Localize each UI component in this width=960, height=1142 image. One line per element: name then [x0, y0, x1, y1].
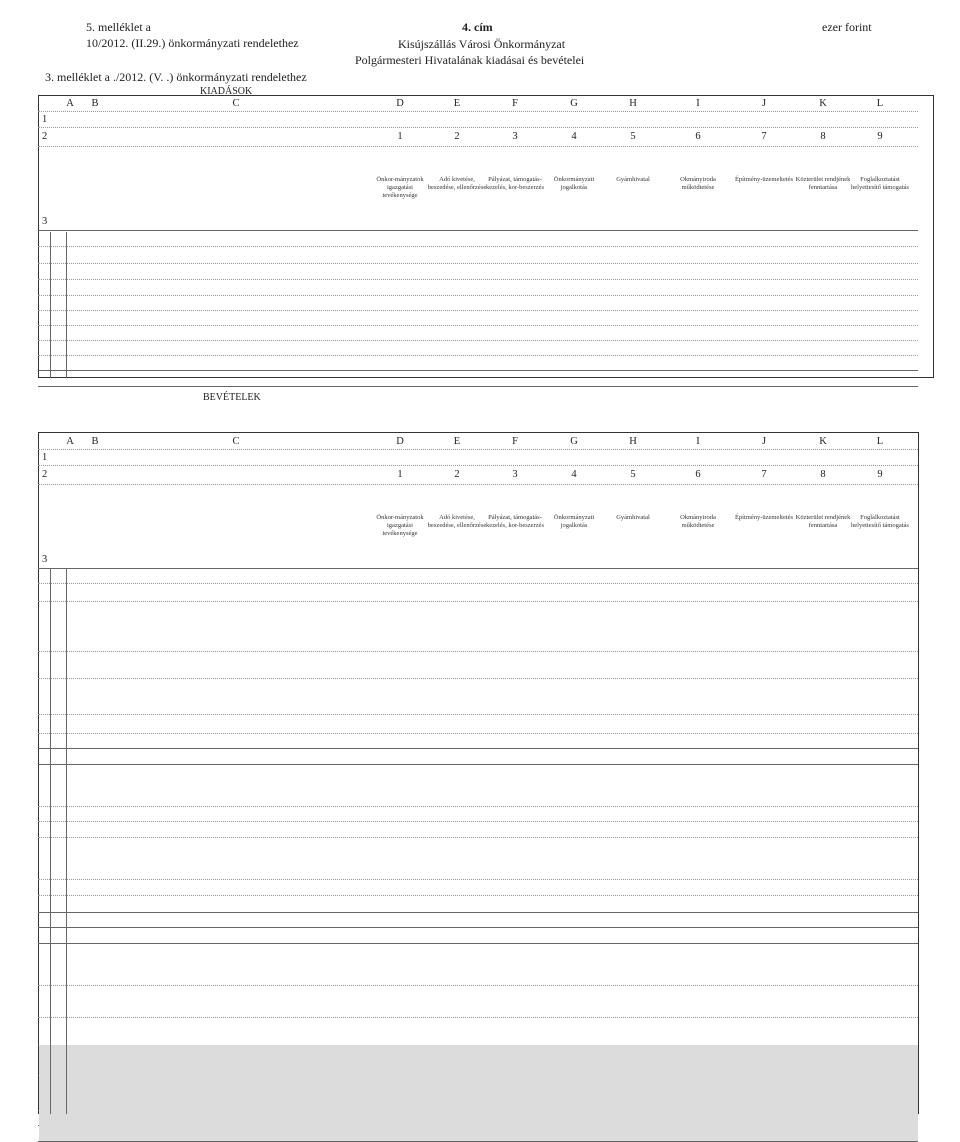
kiadasok-col-header: Foglalkoztatást helyettesítő támogatás — [851, 176, 909, 191]
kiadasok-divider — [38, 146, 918, 147]
kiadasok-col-header: Önkor-mányzatok igazgatási tevékenysége — [376, 176, 424, 199]
kiadasok-col-letter: G — [570, 98, 578, 109]
bevetelek-col-header: Pályázat, támogatás-kezelés, kor-beszerzés — [486, 514, 544, 529]
row-divider — [38, 748, 918, 749]
row-divider — [38, 601, 918, 602]
row-divider — [38, 927, 918, 928]
bevetelek-col-num: 1 — [397, 469, 403, 480]
row-shade — [39, 1125, 918, 1141]
row-divider — [38, 764, 918, 765]
bevetelek-col-num: 6 — [695, 469, 701, 480]
bevetelek-col-num: 8 — [820, 469, 826, 480]
header-left-3: 3. melléklet a ./2012. (V. .) önkormányzati rendelethez — [45, 70, 307, 84]
bevetelek-col-num: 2 — [454, 469, 460, 480]
row-divider — [38, 879, 918, 880]
bevetelek-col-header: Okmányiroda működtetése — [680, 514, 716, 529]
bevetelek-rownum: 1 — [42, 452, 48, 463]
bevetelek-col-header: Adó kivetése, beszedése, ellenőrzése — [427, 514, 487, 529]
bevetelek-col-num: 7 — [761, 469, 767, 480]
bevetelek-col-num: 3 — [512, 469, 518, 480]
row-shade — [39, 1110, 918, 1125]
bevetelek-col-header: Önkor-mányzatok igazgatási tevékenysége — [376, 514, 424, 537]
bevetelek-col-num: 4 — [571, 469, 577, 480]
row-divider — [38, 714, 918, 715]
bevetelek-table — [38, 432, 919, 1114]
row-divider — [38, 943, 918, 944]
bevetelek-col-letter: C — [232, 436, 240, 447]
row-divider — [38, 355, 918, 356]
header-title-cim: 4. cím — [462, 20, 493, 34]
kiadasok-col-letter: K — [819, 98, 827, 109]
row-divider — [38, 295, 918, 296]
row-divider — [38, 895, 918, 896]
row-divider — [38, 651, 918, 652]
row-divider — [38, 912, 918, 913]
row-divider — [38, 279, 918, 280]
kiadasok-divider — [38, 111, 918, 112]
bevetelek-divider — [38, 568, 918, 569]
row-divider — [38, 310, 918, 311]
row-divider — [38, 246, 918, 247]
kiadasok-rownum: 3 — [42, 216, 48, 227]
kiadasok-col-num: 8 — [820, 131, 826, 142]
bevetelek-col-num: 5 — [630, 469, 636, 480]
row-divider — [38, 583, 918, 584]
bevetelek-rownum: 3 — [42, 554, 48, 565]
bevetelek-col-letter: B — [91, 436, 99, 447]
kiadasok-col-num: 5 — [630, 131, 636, 142]
bevetelek-col-header: Gyámhivatal — [616, 514, 650, 521]
bevetelek-col-letter: L — [876, 436, 884, 447]
kiadasok-col-num: 1 — [397, 131, 403, 142]
header-unit: ezer forint — [822, 20, 872, 34]
bevetelek-col-header: Építmény-üzemeltetés — [734, 514, 794, 521]
column-divider — [66, 569, 67, 1114]
kiadasok-col-letter: J — [761, 98, 767, 109]
bevetelek-divider — [38, 465, 918, 466]
row-divider — [38, 1017, 918, 1018]
row-divider — [38, 821, 918, 822]
kiadasok-col-header: Pályázat, támogatás-kezelés, kor-beszerzés — [486, 176, 544, 191]
bevetelek-col-header: Önkormányzati jogalkotás — [553, 514, 595, 529]
header-left-2: 10/2012. (II.29.) önkormányzati rendelethez — [86, 36, 299, 50]
kiadasok-col-num: 3 — [512, 131, 518, 142]
kiadasok-col-letter: H — [629, 98, 637, 109]
bevetelek-col-letter: K — [819, 436, 827, 447]
kiadasok-col-header: Adó kivetése, beszedése, ellenőrzése — [427, 176, 487, 191]
kiadasok-col-letter: C — [232, 98, 240, 109]
bevetelek-col-letter: D — [396, 436, 404, 447]
kiadasok-rownum: 1 — [42, 114, 48, 125]
column-divider — [50, 232, 51, 378]
row-divider — [38, 837, 918, 838]
kiadasok-col-letter: E — [453, 98, 461, 109]
bevetelek-col-letter: H — [629, 436, 637, 447]
row-divider — [38, 733, 918, 734]
kiadasok-col-letter: B — [91, 98, 99, 109]
kiadasok-rownum: 2 — [42, 131, 48, 142]
row-divider — [38, 263, 918, 264]
kiadasok-col-num: 6 — [695, 131, 701, 142]
section-title-kiadasok: KIADÁSOK — [200, 86, 253, 97]
bevetelek-col-letter: G — [570, 436, 578, 447]
row-divider — [38, 386, 918, 387]
row-divider — [38, 678, 918, 679]
kiadasok-col-header: Építmény-üzemeltetés — [734, 176, 794, 183]
kiadasok-col-header: Közterület rendjének fenntartása — [795, 176, 851, 191]
column-divider — [50, 569, 51, 1114]
bevetelek-col-header: Közterület rendjének fenntartása — [795, 514, 851, 529]
row-shade — [39, 1045, 918, 1075]
bevetelek-col-num: 9 — [877, 469, 883, 480]
row-divider — [38, 325, 918, 326]
column-divider — [66, 232, 67, 378]
row-divider — [38, 370, 918, 371]
kiadasok-table — [38, 95, 934, 378]
kiadasok-col-header: Okmányiroda működtetése — [680, 176, 716, 191]
kiadasok-col-num: 9 — [877, 131, 883, 142]
header-title-org: Kisújszállás Városi Önkormányzat — [398, 37, 566, 51]
kiadasok-col-letter: A — [66, 98, 74, 109]
bevetelek-col-letter: A — [66, 436, 74, 447]
row-shade — [39, 1075, 918, 1110]
row-divider — [38, 806, 918, 807]
bevetelek-col-letter: E — [453, 436, 461, 447]
kiadasok-col-letter: I — [696, 98, 700, 109]
bevetelek-col-header: Foglalkoztatást helyettesítő támogatás — [851, 514, 909, 529]
bevetelek-col-letter: I — [696, 436, 700, 447]
header-left-1: 5. melléklet a — [86, 20, 151, 34]
kiadasok-col-header: Gyámhivatal — [616, 176, 650, 183]
bevetelek-col-letter: J — [761, 436, 767, 447]
kiadasok-divider — [38, 230, 918, 231]
bevetelek-rownum: 2 — [42, 469, 48, 480]
header-title-sub: Polgármesteri Hivatalának kiadásai és bevételei — [355, 53, 585, 67]
bevetelek-divider — [38, 484, 918, 485]
kiadasok-col-letter: L — [876, 98, 884, 109]
bevetelek-col-letter: F — [512, 436, 518, 447]
kiadasok-col-letter: D — [396, 98, 404, 109]
kiadasok-col-num: 4 — [571, 131, 577, 142]
section-title-bevetelek: BEVÉTELEK — [203, 392, 261, 403]
kiadasok-col-header: Önkormányzati jogalkotás — [553, 176, 595, 191]
kiadasok-col-num: 2 — [454, 131, 460, 142]
bevetelek-divider — [38, 449, 918, 450]
kiadasok-divider — [38, 127, 918, 128]
kiadasok-col-letter: F — [512, 98, 518, 109]
row-divider — [38, 340, 918, 341]
row-divider — [38, 985, 918, 986]
kiadasok-col-num: 7 — [761, 131, 767, 142]
